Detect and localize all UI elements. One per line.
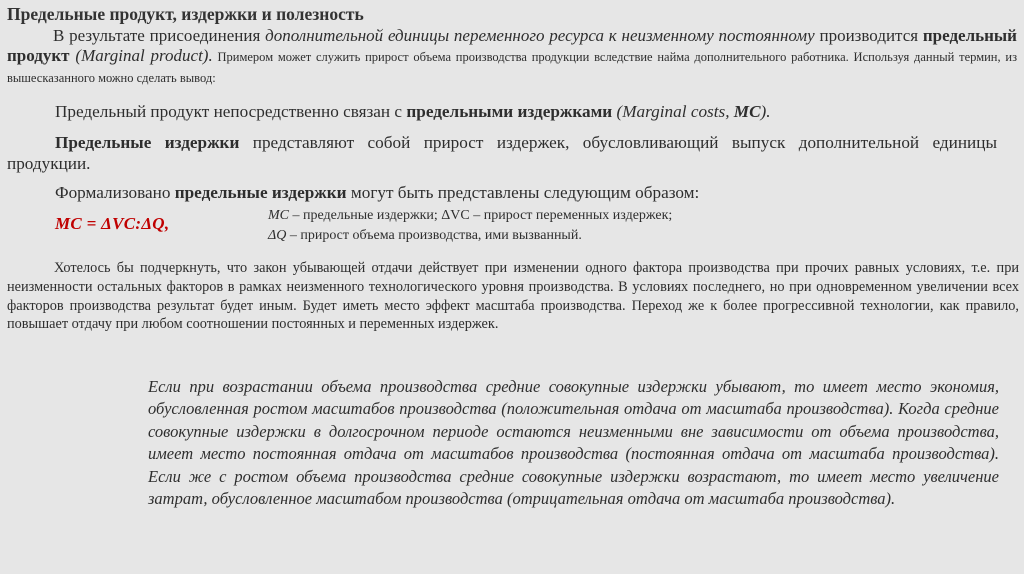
intro-term: предельный продукт: [7, 26, 1017, 65]
link-line: [55, 101, 771, 122]
intro-term-en: (Marginal product).: [69, 46, 213, 65]
link-line-end: ).: [760, 102, 771, 121]
formal-text2: могут быть представлены следующим образом:: [346, 183, 700, 202]
intro-part1: В результате присоединения: [53, 26, 266, 45]
page-title: Предельные продукт, издержки и полезность: [7, 4, 364, 24]
definition-indent: [7, 133, 55, 152]
legend-mc: MC: [268, 208, 289, 223]
legend-line-2: [268, 226, 672, 246]
link-line-bold: предельными издержками: [406, 102, 613, 121]
legend-dq: ΔQ: [268, 228, 287, 243]
link-line-text: Предельный продукт непосредственно связан с: [55, 102, 407, 121]
intro-part3: производится: [814, 26, 923, 45]
legend-line-1: [268, 206, 672, 226]
note-text: Хотелось бы подчеркнуть, что закон убывающей отдачи действует при изменении одного фактора производства при прочих равных условиях, т.е. при неизменности остальных факторов в рамках неизменного технологического уровня производства. В условиях последнего, но при одновременном увеличении всех факторов производства результат будет иным. Будет иметь место эффект масштаба производства. Переход же к более прогрессивной технологии, как правило, повышает отдачу при любом соотношении постоянных и переменных издержек.: [7, 260, 1019, 333]
formula-legend: [268, 206, 672, 246]
intro-paragraph: [7, 26, 1017, 88]
link-line-italic: (Marginal costs,: [612, 102, 734, 121]
quote-paragraph: Если при возрастании объема производства средние совокупные издержки убывают, то имеет место экономия, обусловленная ростом масштабов производства (положительная отдача от масштаба производства). Когда средние совокупные издержки в долгосрочном периоде остаются неизменными вне зависимости от объема производства, имеет место постоянная отдача от масштабов производства (постоянная отдача от масштаба производства). Если же с ростом объема производства средние совокупные издержки возрастают, то имеет место увеличение затрат, обусловленное масштабом производства (отрицательная отдача от масштаба производства).: [148, 377, 999, 509]
definition-text: представляют собой прирост издержек, обусловливающий выпуск дополнительной единицы продукции.: [7, 133, 997, 173]
legend-mc-desc: – предельные издержки; ΔVC – прирост переменных издержек;: [289, 208, 673, 223]
formal-bold: предельные издержки: [174, 183, 347, 202]
link-line-abbr: МС: [733, 102, 761, 121]
intro-indent: [7, 26, 53, 45]
note-paragraph: [7, 259, 1019, 334]
formal-text1: Формализовано: [55, 183, 175, 202]
definition-paragraph: [7, 132, 997, 174]
intro-italic: дополнительной единицы переменного ресурса к неизменному постоянному: [265, 26, 815, 45]
formal-line: [55, 182, 699, 203]
intro-small-text: Примером может служить прирост объема производства продукции вследствие найма дополнительного работника. Используя данный термин, из вышесказанного можно сделать вывод:: [7, 50, 1018, 85]
legend-dq-desc: – прирост объема производства, ими вызванный.: [286, 228, 582, 243]
definition-bold: Предельные издержки: [55, 133, 240, 152]
formula: MC = ΔVC:ΔQ,: [55, 214, 170, 233]
note-indent: [7, 260, 54, 276]
